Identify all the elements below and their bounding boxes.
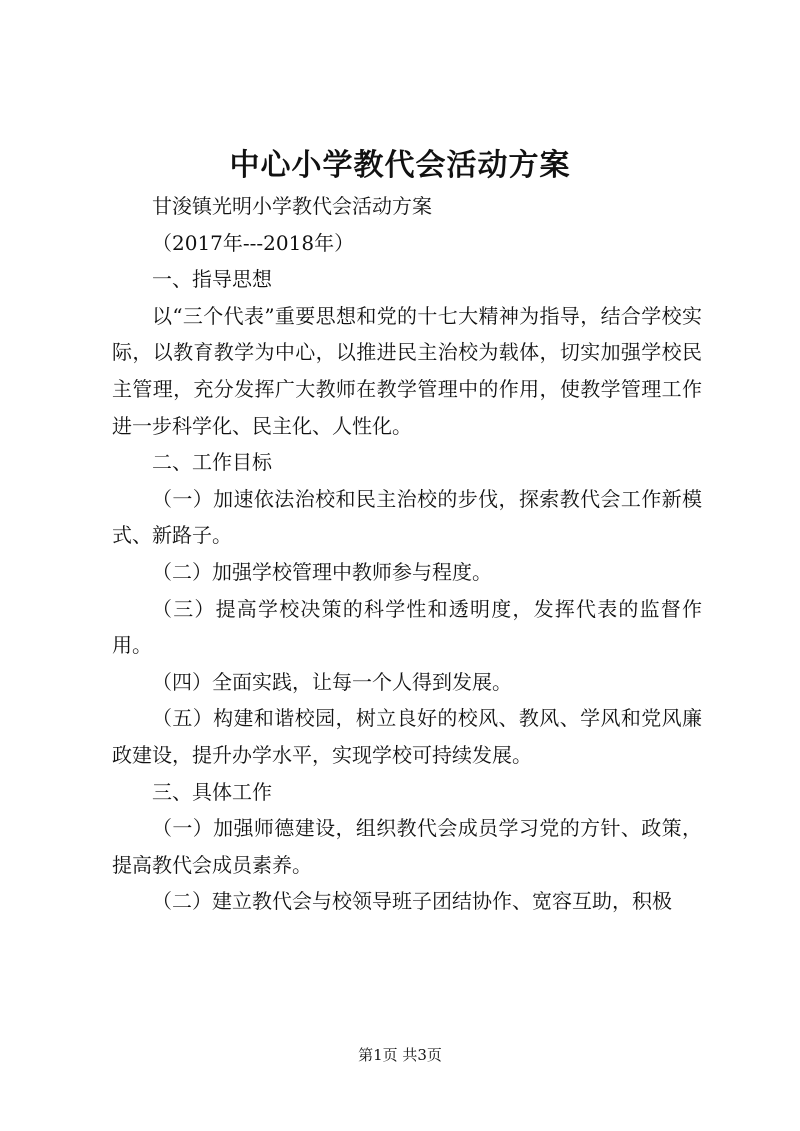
goal-item-2: （二）加强学校管理中教师参与程度。 (152, 559, 492, 584)
paragraph-guiding-ideology: 以“三个代表”重要思想和党的十七大精神为指导，结合学校实际，以教育教学为中心，以推进民主治校为载体，切实加强学校民主管理，充分发挥广大教师在教学管理中的作用，使教学管理工作进一步科学化、民主化、人性化。 (112, 303, 702, 438)
subtitle-school: 甘浚镇光明小学教代会活动方案 (152, 194, 432, 218)
goal-item-1: （一）加速依法治校和民主治校的步伐，探索教代会工作新模式、新路子。 (112, 486, 702, 548)
section-heading-work-goals: 二、工作目标 (152, 450, 272, 475)
goal-item-5: （五）构建和谐校园，树立良好的校风、教风、学风和党风廉政建设，提升办学水平，实现学校可持续发展。 (112, 706, 702, 767)
work-item-2: （二）建立教代会与校领导班子团结协作、宽容互助，积极 (152, 889, 672, 914)
goal-item-4: （四）全面实践，让每一个人得到发展。 (152, 669, 512, 694)
section-heading-guiding-ideology: 一、指导思想 (152, 267, 272, 292)
document-body (112, 188, 702, 920)
goal-item-3: （三）提高学校决策的科学性和透明度，发挥代表的监督作用。 (112, 596, 702, 658)
work-item-1: （一）加强师德建设，组织教代会成员学习党的方针、政策，提高教代会成员素养。 (112, 816, 702, 877)
section-heading-specific-work: 三、具体工作 (152, 779, 272, 804)
subtitle-year: （2017年---2018年） (152, 230, 355, 255)
page-number-footer: 第1页 共3页 (358, 1046, 442, 1064)
document-title: 中心小学教代会活动方案 (229, 148, 571, 183)
